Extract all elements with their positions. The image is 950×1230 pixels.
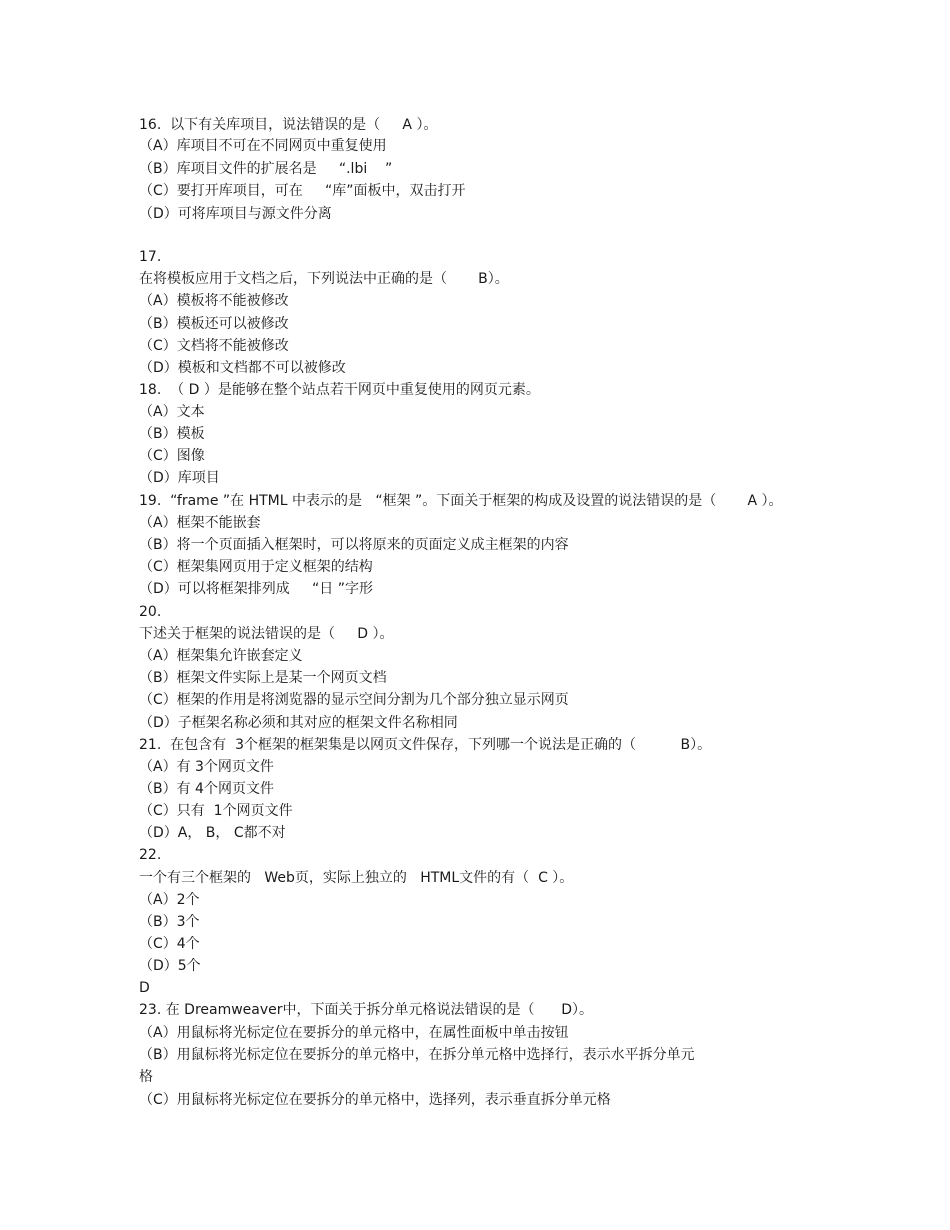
question-17-option-c: （C）文档将不能被修改 (139, 338, 289, 354)
question-22-answer: D (139, 980, 150, 996)
question-18-option-d: （D）库项目 (139, 470, 220, 486)
question-17-option-a: （A）模板将不能被修改 (139, 293, 289, 309)
question-16-option-a: （A）库项目不可在不同网页中重复使用 (139, 138, 387, 154)
question-23-option-a: （A）用鼠标将光标定位在要拆分的单元格中，在属性面板中单击按钮 (139, 1025, 569, 1041)
question-16-option-d: （D）可将库项目与源文件分离 (139, 206, 332, 222)
question-17-stem: 在将模板应用于文档之后，下列说法中正确的是（ B）。 (139, 271, 509, 287)
question-18-stem: 18. （ D ）是能够在整个站点若干网页中重复使用的网页元素。 (139, 382, 540, 398)
question-16-option-c: （C）要打开库项目，可在 “库”面板中，双击打开 (139, 183, 466, 199)
question-20-option-c: （C）框架的作用是将浏览器的显示空间分割为几个部分独立显示网页 (139, 692, 569, 708)
question-21-option-d: （D）A， B， C都不对 (139, 825, 286, 841)
question-21-option-c: （C）只有 1个网页文件 (139, 803, 293, 819)
question-21-option-a: （A）有 3个网页文件 (139, 759, 274, 775)
question-17-option-b: （B）模板还可以被修改 (139, 316, 289, 332)
question-18-option-b: （B）模板 (139, 426, 205, 442)
question-22-option-c: （C）4个 (139, 936, 200, 952)
question-19-option-d: （D）可以将框架排列成 “日 ”字形 (139, 581, 373, 597)
question-23-stem: 23. 在 Dreamweaver中，下面关于拆分单元格说法错误的是（ D）。 (139, 1002, 594, 1018)
question-16-option-b: （B）库项目文件的扩展名是 “.lbi ” (139, 161, 393, 177)
question-21-option-b: （B）有 4个网页文件 (139, 781, 274, 797)
question-16-stem: 16. 以下有关库项目，说法错误的是（ A ）。 (139, 117, 438, 133)
question-17-number: 17. (139, 249, 162, 265)
question-20-number: 20. (139, 604, 162, 620)
question-20-option-a: （A）框架集允许嵌套定义 (139, 648, 303, 664)
question-18-option-a: （A）文本 (139, 404, 205, 420)
question-22-option-d: （D）5个 (139, 958, 201, 974)
question-20-option-d: （D）子框架名称必须和其对应的框架文件名称相同 (139, 715, 458, 731)
question-19-option-b: （B）将一个页面插入框架时，可以将原来的页面定义成主框架的内容 (139, 537, 569, 553)
question-23-option-c: （C）用鼠标将光标定位在要拆分的单元格中，选择列，表示垂直拆分单元格 (139, 1092, 611, 1108)
question-20-option-b: （B）框架文件实际上是某一个网页文档 (139, 670, 387, 686)
question-22-option-a: （A）2个 (139, 892, 200, 908)
question-23-option-b: （B）用鼠标将光标定位在要拆分的单元格中，在拆分单元格中选择行，表示水平拆分单元 (139, 1047, 695, 1063)
question-22-number: 22. (139, 847, 162, 863)
question-23-option-b-continued: 格 (139, 1069, 153, 1085)
question-19-option-a: （A）框架不能嵌套 (139, 515, 261, 531)
question-18-option-c: （C）图像 (139, 448, 205, 464)
question-22-option-b: （B）3个 (139, 914, 200, 930)
question-22-stem: 一个有三个框架的 Web页，实际上独立的 HTML文件的有（ C ）。 (139, 870, 574, 886)
question-19-option-c: （C）框架集网页用于定义框架的结构 (139, 559, 373, 575)
question-20-stem: 下述关于框架的说法错误的是（ D ）。 (139, 626, 394, 642)
question-21-stem: 21. 在包含有 3个框架的框架集是以网页文件保存，下列哪一个说法是正确的（ B）。 (139, 737, 712, 753)
question-17-option-d: （D）模板和文档都不可以被修改 (139, 360, 346, 376)
question-19-stem: 19. “frame ”在 HTML 中表示的是 “框架 ”。下面关于框架的构成及设置的说法错误的是（ A ）。 (139, 493, 783, 509)
